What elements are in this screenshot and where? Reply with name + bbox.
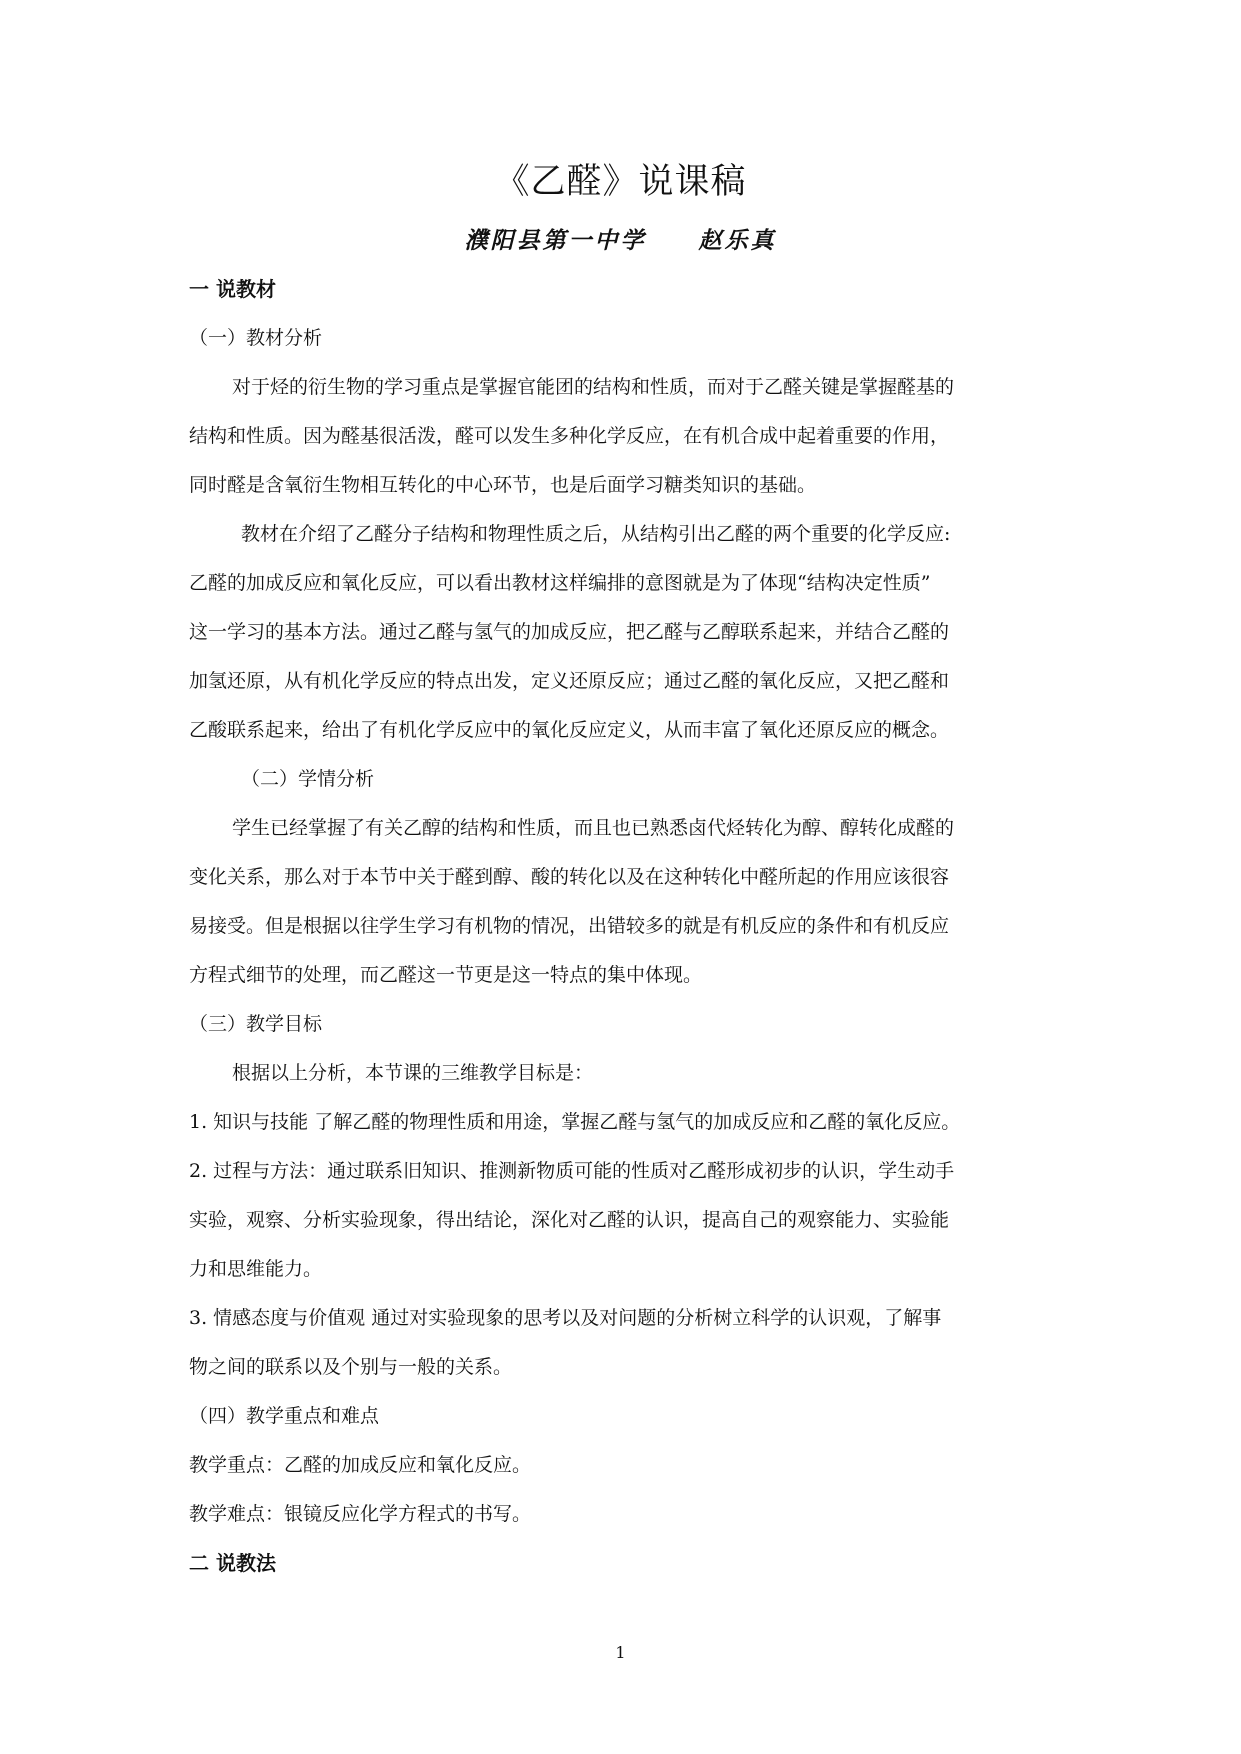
section-heading-2: 二 说教法: [189, 1551, 276, 1575]
author-school: 濮阳县第一中学: [464, 227, 647, 254]
goal-item-2: 2. 过程与方法：通过联系旧知识、推测新物质可能的性质对乙醛形成初步的认识，学生动手: [189, 1160, 955, 1182]
subsection-heading-1: （一）教材分析: [189, 327, 323, 349]
paragraph-line: 方程式细节的处理，而乙醛这一节更是这一特点的集中体现。: [189, 964, 703, 986]
author-name: 赵乐真: [698, 227, 777, 254]
section-heading-1: 一 说教材: [189, 277, 276, 301]
paragraph-line: 易接受。但是根据以往学生学习有机物的情况，出错较多的就是有机反应的条件和有机反应: [189, 915, 950, 937]
subsection-heading-2: （二）学情分析: [241, 768, 375, 790]
paragraph-line: 同时醛是含氧衍生物相互转化的中心环节，也是后面学习糖类知识的基础。: [189, 474, 817, 496]
teaching-key-point: 教学重点：乙醛的加成反应和氧化反应。: [189, 1454, 532, 1476]
paragraph-line: 加氢还原，从有机化学反应的特点出发，定义还原反应；通过乙醛的氧化反应，又把乙醛和: [189, 670, 950, 692]
paragraph-line: 乙酸联系起来，给出了有机化学反应中的氧化反应定义，从而丰富了氧化还原反应的概念。: [189, 719, 950, 741]
paragraph-line: 学生已经掌握了有关乙醇的结构和性质，而且也已熟悉卤代烃转化为醇、醇转化成醛的: [232, 817, 955, 839]
subsection-heading-4: （四）教学重点和难点: [189, 1405, 380, 1427]
page-title: 《乙醛》说课稿: [494, 162, 747, 202]
author-line: [0, 225, 1241, 257]
paragraph-line: 乙醛的加成反应和氧化反应，可以看出教材这样编排的意图就是为了体现“结构决定性质”: [189, 572, 931, 594]
paragraph-line: 对于烃的衍生物的学习重点是掌握官能团的结构和性质，而对于乙醛关键是掌握醛基的: [232, 376, 955, 398]
paragraph-line: 结构和性质。因为醛基很活泼，醛可以发生多种化学反应，在有机合成中起着重要的作用，: [189, 425, 950, 447]
paragraph-line: 力和思维能力。: [189, 1258, 323, 1280]
goal-item-1: 1. 知识与技能 了解乙醛的物理性质和用途，掌握乙醛与氢气的加成反应和乙醛的氧化反应。: [189, 1111, 961, 1133]
paragraph-line: 变化关系，那么对于本节中关于醛到醇、酸的转化以及在这种转化中醛所起的作用应该很容: [189, 866, 950, 888]
paragraph-line: 这一学习的基本方法。通过乙醛与氢气的加成反应，把乙醛与乙醇联系起来，并结合乙醛的: [189, 621, 950, 643]
paragraph-line: 物之间的联系以及个别与一般的关系。: [189, 1356, 513, 1378]
subsection-heading-3: （三）教学目标: [189, 1013, 323, 1035]
paragraph-line: 根据以上分析，本节课的三维教学目标是：: [232, 1062, 594, 1084]
paragraph-line: 教材在介绍了乙醛分子结构和物理性质之后，从结构引出乙醛的两个重要的化学反应:: [241, 523, 951, 545]
page-number: 1: [615, 1643, 626, 1662]
goal-item-3: 3. 情感态度与价值观 通过对实验现象的思考以及对问题的分析树立科学的认识观，了解事: [189, 1307, 942, 1329]
teaching-difficulty: 教学难点：银镜反应化学方程式的书写。: [189, 1503, 532, 1525]
paragraph-line: 实验，观察、分析实验现象，得出结论，深化对乙醛的认识，提高自己的观察能力、实验能: [189, 1209, 950, 1231]
